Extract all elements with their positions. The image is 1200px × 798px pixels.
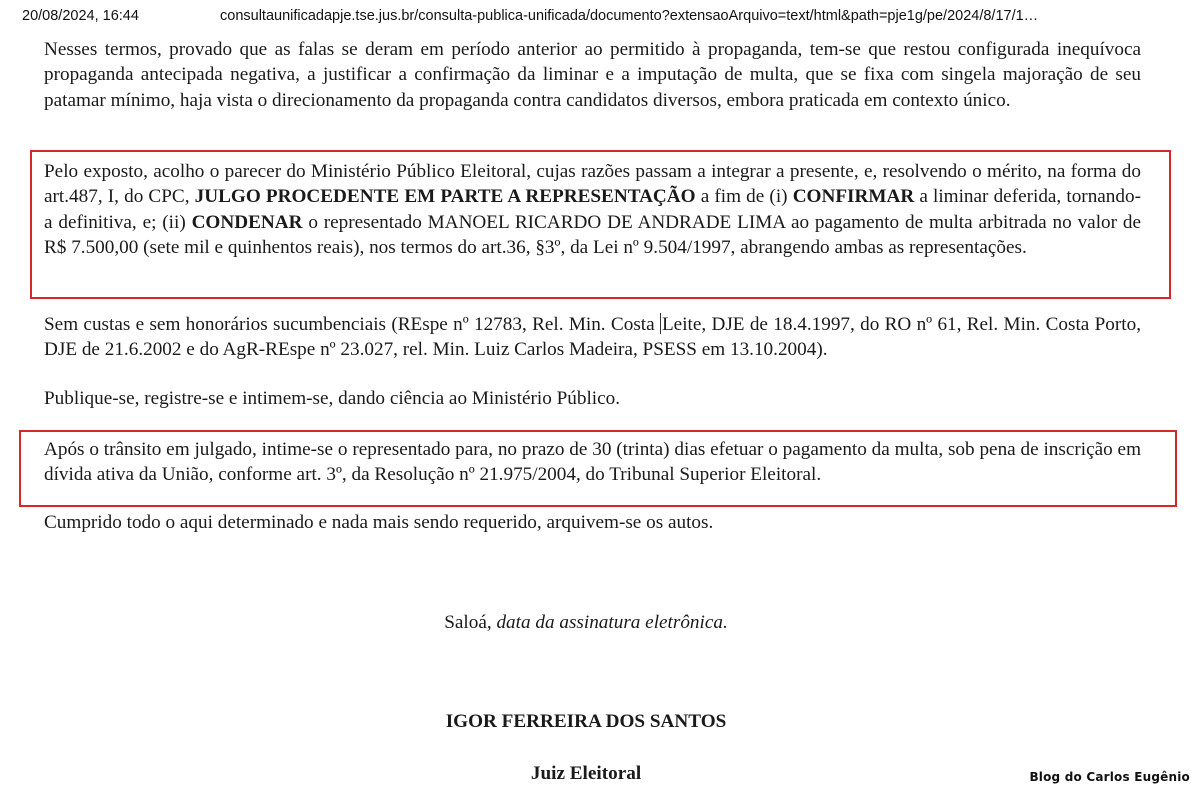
paragraph-archive — [44, 510, 1141, 535]
costs-text-after-caret: Leite, DJE de 18.4.1997, do RO nº 61, Rel. Min. Costa Porto, DJE de 21.6.2002 e do AgR-REspe nº 23.027, rel. Min. Luiz Carlos Madeira, PSESS em 13.10.2004). — [44, 314, 1141, 361]
text-cursor — [660, 313, 661, 334]
verdict-bold-judgment: JULGO PROCEDENTE EM PARTE A REPRESENTAÇÃO — [194, 186, 696, 208]
costs-text-before-caret: Sem custas e sem honorários sucumbenciais (REspe nº 12783, Rel. Min. Costa — [44, 314, 660, 335]
paragraph-reasoning — [44, 37, 1141, 113]
verdict-bold-confirm: CONFIRMAR — [792, 186, 915, 208]
print-timestamp: 20/08/2024, 16:44 — [22, 8, 139, 24]
verdict-text-2: a fim de (i) — [695, 186, 793, 208]
paragraph-publish-text: Publique-se, registre-se e intimem-se, dando ciência ao Ministério Público. — [44, 388, 621, 409]
print-header — [22, 8, 1180, 28]
signer-role: Juiz Eleitoral — [530, 763, 642, 784]
place-name: Saloá, — [444, 612, 497, 633]
paragraph-costs-text — [44, 312, 1141, 363]
date-note: data da assinatura eletrônica. — [496, 612, 728, 633]
paragraph-reasoning-text: Nesses termos, provado que as falas se deram em período anterior ao permitido à propaganda, tem-se que restou configurada inequívoca propaganda antecipada negativa, a justificar a confirmação da liminar e a imputação de multa, que se fixa com singela majoração de seu patamar mínimo, haja vista o direcionamento da propaganda contra candidatos diversos, embora praticada em contexto único. — [44, 39, 1141, 111]
paragraph-payment-text: Após o trânsito em julgado, intime-se o representado para, no prazo de 30 (trinta) dias efetuar o pagamento da multa, sob pena de inscrição em dívida ativa da União, conforme art. 3º, da Resolução nº 21.975/2004, do Tribunal Superior Eleitoral. — [44, 439, 1141, 486]
place-date-line — [0, 610, 1172, 635]
paragraph-verdict-text — [44, 159, 1141, 261]
paragraph-publish — [44, 386, 1141, 411]
paragraph-verdict — [44, 159, 1141, 261]
paragraph-costs — [44, 312, 1141, 363]
verdict-text-3: a liminar deferida, tornando-a definitiva, e; (ii) — [44, 186, 1141, 233]
verdict-bold-condemn: CONDENAR — [191, 211, 303, 233]
blog-watermark: Blog do Carlos Eugênio — [1029, 770, 1190, 784]
paragraph-payment — [44, 437, 1141, 488]
print-url: consultaunificadapje.tse.jus.br/consulta-publica-unificada/documento?extensaoArquivo=text/html&path=pje1g/pe/2024/8/17/1… — [220, 8, 1039, 24]
verdict-text-1: Pelo exposto, acolho o parecer do Ministério Público Eleitoral, cujas razões passam a integrar a presente, e, resolvendo o mérito, na forma do art.487, I, do CPC, — [44, 161, 1141, 208]
signer-name: IGOR FERREIRA DOS SANTOS — [445, 711, 727, 732]
verdict-text-4: o representado MANOEL RICARDO DE ANDRADE LIMA ao pagamento de multa arbitrada no valor de R$ 7.500,00 (sete mil e quinhentos reais), nos termos do art.36, §3º, da Lei nº 9.504/1997, abrangendo ambas as representações. — [44, 211, 1141, 259]
paragraph-archive-text: Cumprido todo o aqui determinado e nada mais sendo requerido, arquivem-se os autos. — [44, 512, 714, 533]
